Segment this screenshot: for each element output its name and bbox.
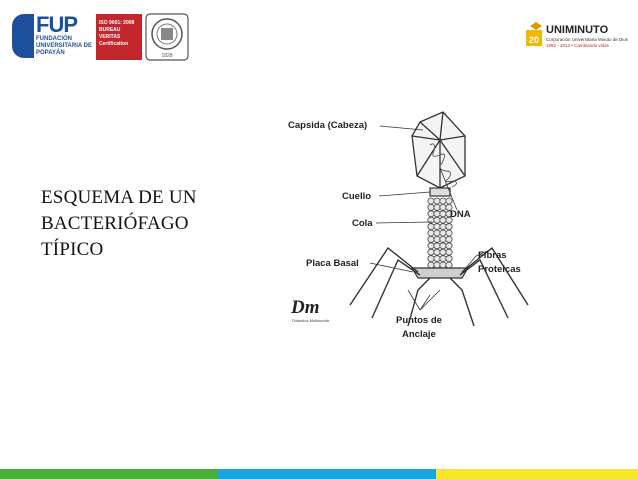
- tail-ring: [428, 230, 434, 236]
- tail-ring: [440, 256, 446, 262]
- tail-ring: [434, 230, 440, 236]
- dm-mark: Dm: [291, 297, 320, 318]
- label-capsid: Capsida (Cabeza): [288, 120, 368, 131]
- tail-ring: [434, 217, 440, 223]
- tail-ring: [446, 256, 452, 262]
- tail-ring: [440, 243, 446, 249]
- title-line-1: ESQUEMA DE UN: [41, 187, 197, 208]
- header-logos-left: [10, 12, 178, 64]
- iso-line-1: ISO 9001: 2008: [99, 20, 135, 26]
- footer-green-segment: [0, 469, 218, 479]
- tail-ring: [434, 204, 440, 210]
- label-dna: DNA: [450, 209, 471, 220]
- tail-ring: [434, 211, 440, 217]
- tail-ring: [446, 262, 452, 268]
- dm-watermark-logo: [290, 293, 329, 329]
- label-tail: Cola: [352, 218, 373, 229]
- tail-ring: [434, 236, 440, 242]
- tail-ring: [428, 204, 434, 210]
- label-anchor-1: Puntos de: [396, 315, 442, 326]
- slide-title: [41, 185, 271, 263]
- uniminuto-logo: [524, 22, 630, 56]
- footer-blue-segment: [218, 469, 436, 479]
- tail-ring: [440, 224, 446, 230]
- tail-ring: [440, 217, 446, 223]
- iso-line-3: Certification: [99, 41, 129, 47]
- tail-ring: [428, 198, 434, 204]
- tail-ring: [446, 230, 452, 236]
- neck-shape: [430, 188, 450, 196]
- tail-ring: [446, 236, 452, 242]
- tail-ring: [434, 198, 440, 204]
- tail-ring: [440, 198, 446, 204]
- footer-yellow-segment: [436, 469, 638, 479]
- tail-ring: [446, 249, 452, 255]
- fup-logo-word: FUP: [36, 12, 77, 37]
- tail-ring: [428, 224, 434, 230]
- tail-ring: [428, 262, 434, 268]
- iso-line-2: BUREAU VERITAS: [99, 27, 121, 40]
- tail-ring: [428, 243, 434, 249]
- tail-ring: [440, 236, 446, 242]
- label-neck: Cuello: [342, 191, 372, 202]
- tail-ring: [434, 249, 440, 255]
- iso-badge-text: [99, 20, 141, 48]
- bureau-veritas-seal: [144, 12, 190, 62]
- tail-ring: [440, 204, 446, 210]
- footer-color-stripe: [0, 469, 638, 479]
- tail-ring: [446, 198, 452, 204]
- tail-ring: [428, 249, 434, 255]
- fup-s-mark: [12, 14, 34, 58]
- svg-text:20: 20: [528, 35, 540, 45]
- title-line-3: TÍPICO: [41, 239, 104, 260]
- tail-ring: [434, 243, 440, 249]
- label-base-plate: Placa Basal: [306, 258, 359, 269]
- tail-ring: [428, 211, 434, 217]
- seal-year: 1828: [161, 53, 173, 59]
- tail-ring: [440, 262, 446, 268]
- label-fibers-1: Fibras: [478, 250, 507, 261]
- base-plate-shape: [412, 268, 468, 278]
- fup-logo-subtitle: FUNDACIÓN UNIVERSITARIA DE POPAYÁN: [36, 36, 93, 56]
- tail-ring: [434, 224, 440, 230]
- tail-ring: [434, 256, 440, 262]
- tail-ring: [428, 256, 434, 262]
- fup-logo: [10, 12, 92, 64]
- title-line-2: BACTERIÓFAGO: [41, 213, 189, 234]
- tail-ring: [440, 211, 446, 217]
- tail-ring: [440, 230, 446, 236]
- label-fibers-2: Proteicas: [478, 264, 521, 275]
- capsid-shape: [412, 112, 465, 188]
- uniminuto-word: UNIMINUTO: [546, 24, 609, 36]
- tail-ring: [428, 236, 434, 242]
- tail-ring: [446, 243, 452, 249]
- uniminuto-subtitle: Corporación Universitaria Minuto de Dios: [546, 37, 629, 42]
- tail-sheath: [428, 198, 452, 268]
- tail-ring: [434, 262, 440, 268]
- iso-certification-badge: [96, 14, 142, 60]
- uniminuto-tagline: 1992 - 2012 • Cambiando vidas: [546, 43, 609, 48]
- uniminuto-emblem-icon: [524, 22, 548, 50]
- label-anchor-2: Anclaje: [402, 329, 436, 340]
- tail-ring: [446, 224, 452, 230]
- dm-caption: Didáctica Multimedia: [292, 318, 329, 323]
- tail-ring: [440, 249, 446, 255]
